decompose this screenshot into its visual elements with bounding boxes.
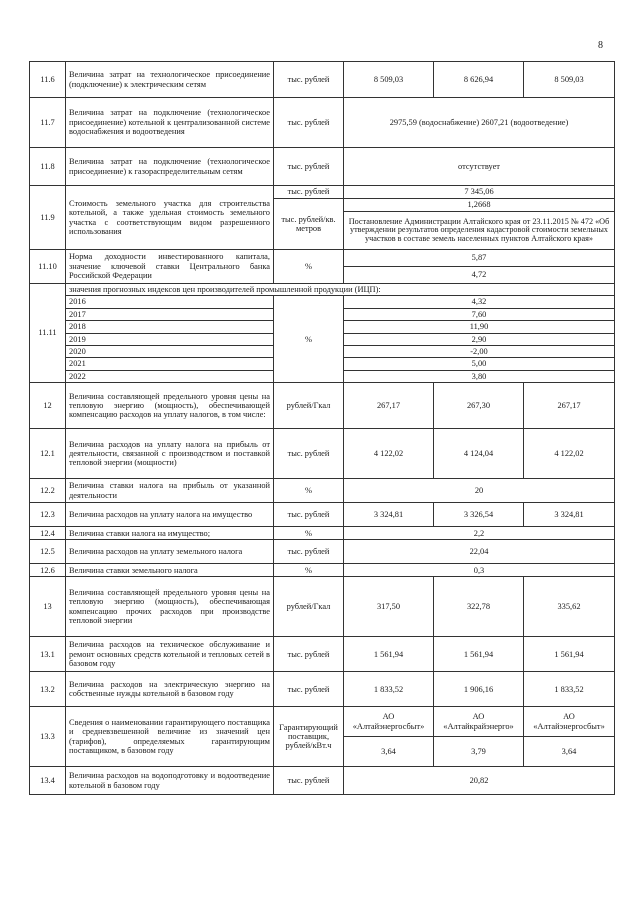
table-row-13-4	[30, 767, 615, 795]
row-unit: тыс. рублей	[274, 540, 344, 564]
row-description: Величина расходов на техническое обслуживание и ремонт основных средств котельной и тепловых сетей в базовом году	[66, 637, 274, 672]
row-unit: тыс. рублей	[274, 767, 344, 795]
row-description: Величина ставки налога на прибыль от указанной деятельности	[66, 479, 274, 503]
row-unit: %	[274, 564, 344, 577]
row-number: 11.9	[30, 186, 66, 250]
row-unit: тыс. рублей/кв. метров	[274, 199, 344, 250]
table-row-12-1	[30, 429, 615, 479]
value-cell: 1 833,52	[344, 672, 434, 707]
row-description: Сведения о наименовании гарантирующего поставщика и средневзвешенной величине из значений цен (тарифов), определяемых гарантирующим поставщиком, в базовом году	[66, 707, 274, 767]
table-row-11-7	[30, 98, 615, 148]
table-row-11-6	[30, 62, 615, 98]
year-label: 2018	[66, 321, 274, 333]
value-cell: 1 833,52	[524, 672, 615, 707]
row-description: Величина расходов на уплату налога на имущество	[66, 503, 274, 527]
table-row-year	[30, 296, 615, 308]
year-label: 2017	[66, 308, 274, 320]
value-cell: 3,79	[434, 737, 524, 767]
row-number: 11.10	[30, 250, 66, 284]
index-header: значения прогнозных индексов цен производителей промышленной продукции (ИЦП):	[66, 284, 615, 296]
row-unit: тыс. рублей	[274, 148, 344, 186]
row-description: Величина составляющей предельного уровня цены на тепловую энергию (мощность), обеспечивающая компенсацию прочих расходов при производстве тепловой энергии	[66, 577, 274, 637]
row-description: Величина затрат на подключение (технологическое присоединение) к газораспределительным сетям	[66, 148, 274, 186]
row-number: 12.5	[30, 540, 66, 564]
value-cell: 5,87	[344, 250, 615, 267]
value-cell: -2,00	[344, 346, 615, 358]
tariff-table	[29, 61, 615, 795]
row-description: Величина ставки налога на имущество;	[66, 527, 274, 540]
value-cell: 8 626,94	[434, 62, 524, 98]
row-number: 11.6	[30, 62, 66, 98]
year-label: 2019	[66, 333, 274, 345]
row-unit: тыс. рублей	[274, 62, 344, 98]
table-row-11-11	[30, 284, 615, 296]
value-cell: 267,17	[524, 383, 615, 429]
row-description: Величина расходов на электрическую энергию на собственные нужды котельной в базовом году	[66, 672, 274, 707]
table-row-12-2	[30, 479, 615, 503]
row-description: Величина затрат на технологическое присоединение (подключение) к электрическим сетям	[66, 62, 274, 98]
table-row-11-8	[30, 148, 615, 186]
row-number: 13.2	[30, 672, 66, 707]
value-cell: 2,2	[344, 527, 615, 540]
row-unit: %	[274, 296, 344, 383]
row-unit: %	[274, 479, 344, 503]
year-label: 2021	[66, 358, 274, 370]
row-unit: тыс. рублей	[274, 186, 344, 199]
row-unit: тыс. рублей	[274, 429, 344, 479]
row-number: 12.1	[30, 429, 66, 479]
value-cell: 3 324,81	[344, 503, 434, 527]
row-description: Величина расходов на уплату земельного налога	[66, 540, 274, 564]
table-row-12-3	[30, 503, 615, 527]
table-row-13	[30, 577, 615, 637]
value-cell: 22,04	[344, 540, 615, 564]
value-cell: 11,90	[344, 321, 615, 333]
row-description: Норма доходности инвестированного капитала, значение ключевой ставки Центрального банка Российской Федерации	[66, 250, 274, 284]
row-description: Величина расходов на водоподготовку и водоотведение котельной в базовом году	[66, 767, 274, 795]
row-unit: тыс. рублей	[274, 637, 344, 672]
value-cell: 4 122,02	[344, 429, 434, 479]
table-row-13-3	[30, 707, 615, 737]
value-cell: 3 324,81	[524, 503, 615, 527]
year-label: 2022	[66, 370, 274, 382]
row-number: 12.6	[30, 564, 66, 577]
row-unit: %	[274, 527, 344, 540]
value-cell: 267,17	[344, 383, 434, 429]
value-cell: 2975,59 (водоснабжение) 2607,21 (водоотведение)	[344, 98, 615, 148]
value-cell: 20,82	[344, 767, 615, 795]
row-number: 12.2	[30, 479, 66, 503]
row-number: 11.11	[30, 284, 66, 383]
row-description: Величина составляющей предельного уровня цены на тепловую энергию (мощность), обеспечивающей компенсацию расходов на уплату налогов, в том числе:	[66, 383, 274, 429]
row-unit: рублей/Гкал	[274, 577, 344, 637]
table-row-12-5	[30, 540, 615, 564]
value-cell: 3,80	[344, 370, 615, 382]
value-cell: 8 509,03	[524, 62, 615, 98]
row-number: 12.3	[30, 503, 66, 527]
table-row-12-4	[30, 527, 615, 540]
value-cell: 8 509,03	[344, 62, 434, 98]
table-row-13-2	[30, 672, 615, 707]
value-cell: 5,00	[344, 358, 615, 370]
table-row-11-9	[30, 186, 615, 199]
value-cell: 1 561,94	[434, 637, 524, 672]
value-cell: 317,50	[344, 577, 434, 637]
row-number: 13.1	[30, 637, 66, 672]
value-cell: 4 122,02	[524, 429, 615, 479]
value-cell: 0,3	[344, 564, 615, 577]
value-cell: 267,30	[434, 383, 524, 429]
page-number: 8	[598, 40, 603, 51]
table-row-11-10	[30, 250, 615, 267]
row-unit: %	[274, 250, 344, 284]
value-cell: 1,2668	[344, 199, 615, 212]
supplier-cell: АО «Алтайэнергосбыт»	[344, 707, 434, 737]
year-label: 2016	[66, 296, 274, 308]
value-cell: 3,64	[344, 737, 434, 767]
supplier-cell: АО «Алтайкрайэнерго»	[434, 707, 524, 737]
supplier-cell: АО «Алтайэнергосбыт»	[524, 707, 615, 737]
value-cell: 4,72	[344, 267, 615, 284]
value-cell: 4,32	[344, 296, 615, 308]
value-cell: 1 906,16	[434, 672, 524, 707]
value-cell: 322,78	[434, 577, 524, 637]
row-number: 13.3	[30, 707, 66, 767]
value-cell: 1 561,94	[524, 637, 615, 672]
row-description: Величина расходов на уплату налога на прибыль от деятельности, связанной с производством и поставкой тепловой энергии (мощности)	[66, 429, 274, 479]
row-unit: тыс. рублей	[274, 672, 344, 707]
year-label: 2020	[66, 346, 274, 358]
value-cell: 3 326,54	[434, 503, 524, 527]
value-cell: 7,60	[344, 308, 615, 320]
row-number: 12	[30, 383, 66, 429]
row-unit: рублей/Гкал	[274, 383, 344, 429]
value-cell: 2,90	[344, 333, 615, 345]
regulation-note: Постановление Администрации Алтайского края от 23.11.2015 № 472 «Об утверждении результатов определения кадастровой стоимости земельных участков в составе земель населенных пунктов Алтайского края»	[344, 212, 615, 250]
row-number: 13	[30, 577, 66, 637]
row-number: 13.4	[30, 767, 66, 795]
row-number: 11.7	[30, 98, 66, 148]
value-cell: 7 345,06	[344, 186, 615, 199]
row-unit: Гарантирующий поставщик, рублей/кВт.ч	[274, 707, 344, 767]
table-row-13-1	[30, 637, 615, 672]
value-cell: 335,62	[524, 577, 615, 637]
table-row-12	[30, 383, 615, 429]
row-description: Стоимость земельного участка для строительства котельной, а также удельная стоимость земельного участка с соответствующим видом разрешенного использования	[66, 186, 274, 250]
row-unit: тыс. рублей	[274, 503, 344, 527]
value-cell: 4 124,04	[434, 429, 524, 479]
row-unit: тыс. рублей	[274, 98, 344, 148]
value-cell: 3,64	[524, 737, 615, 767]
table-row-12-6	[30, 564, 615, 577]
row-description: Величина ставки земельного налога	[66, 564, 274, 577]
value-cell: 1 561,94	[344, 637, 434, 672]
row-number: 11.8	[30, 148, 66, 186]
value-cell: 20	[344, 479, 615, 503]
row-number: 12.4	[30, 527, 66, 540]
row-description: Величина затрат на подключение (технологическое присоединение) котельной к централизованной системе водоснабжения и водоотведения	[66, 98, 274, 148]
value-cell: отсутствует	[344, 148, 615, 186]
